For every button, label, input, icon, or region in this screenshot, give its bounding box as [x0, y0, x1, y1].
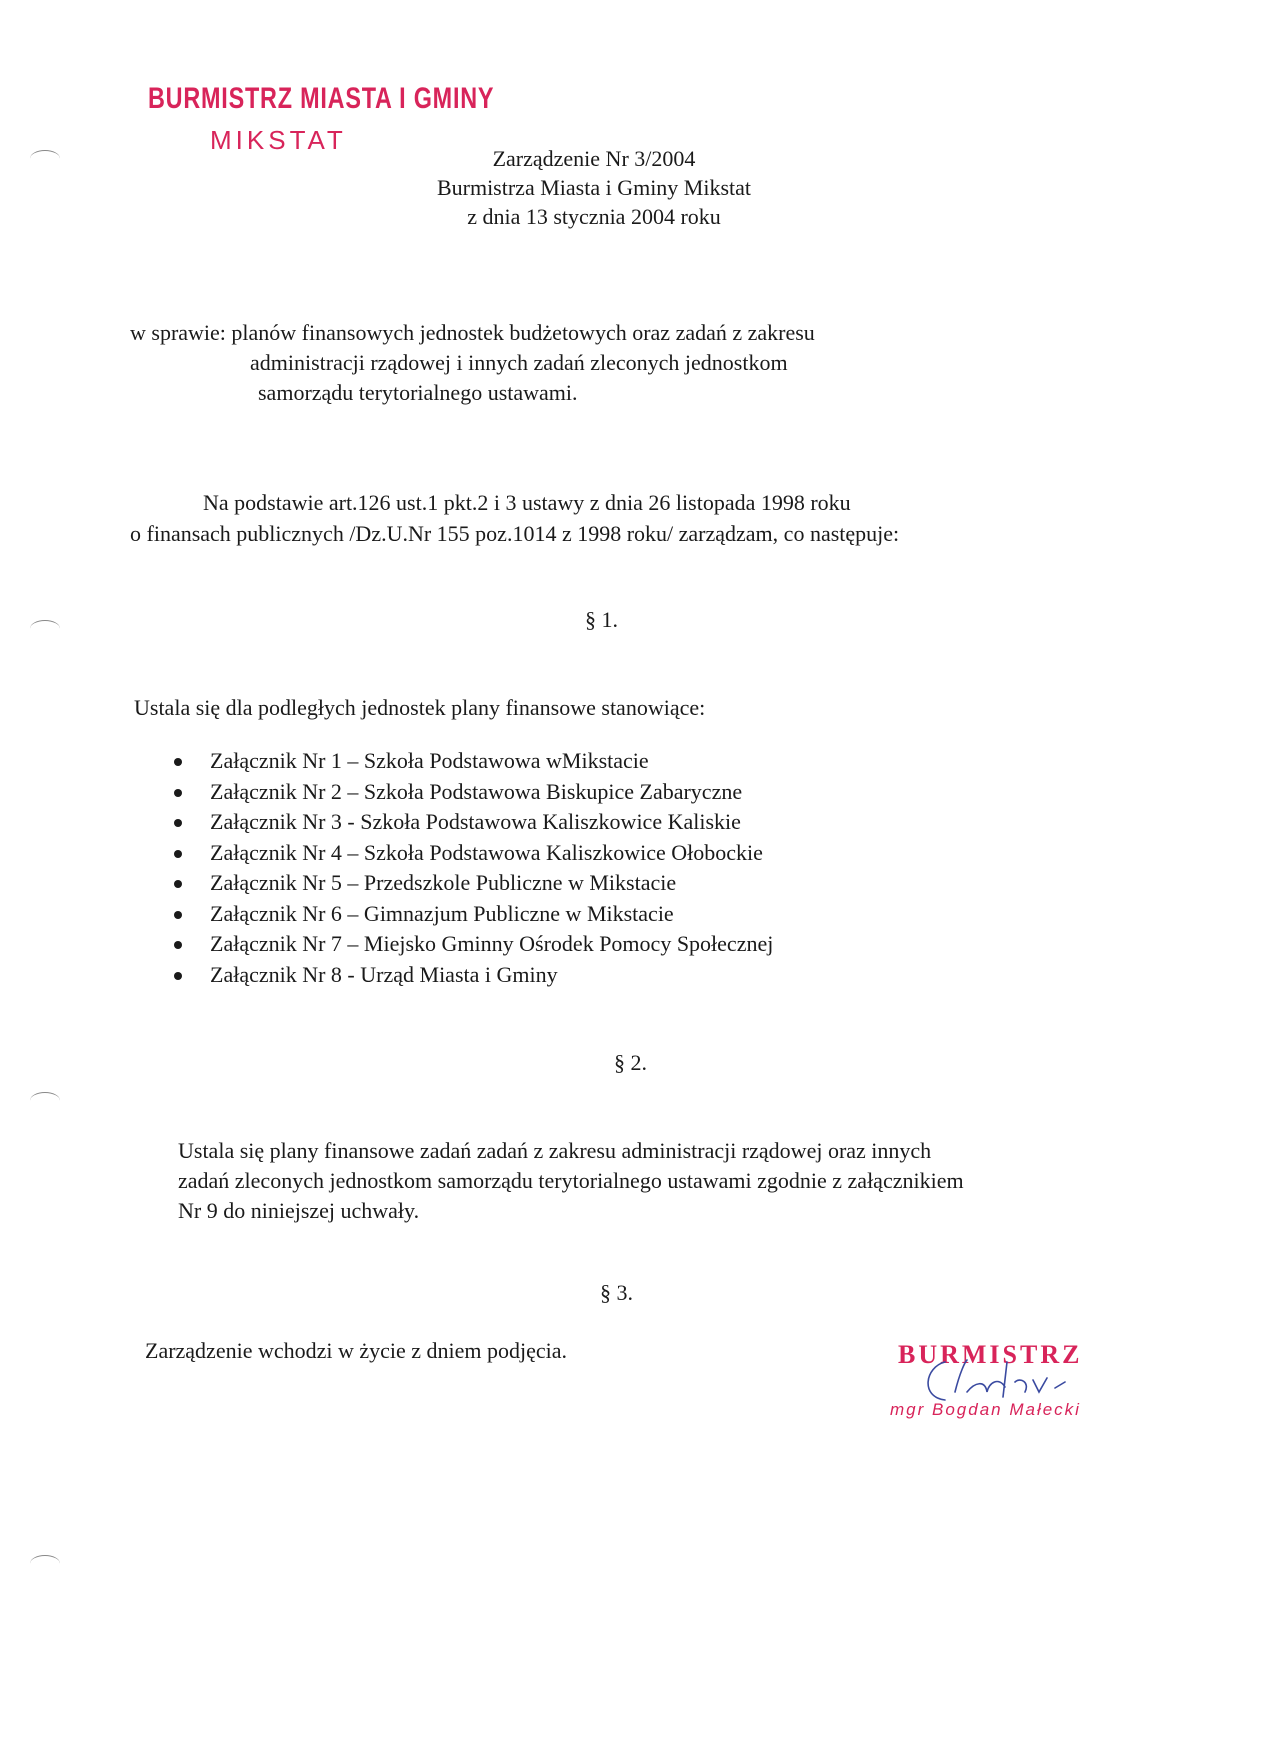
- section3-heading: § 3.: [600, 1280, 633, 1305]
- section2-heading: § 2.: [614, 1050, 647, 1075]
- section3-text: Zarządzenie wchodzi w życie z dniem podjęcia.: [145, 1338, 568, 1363]
- section2-line1: Ustala się plany finansowe zadań zadań z zakresu administracji rządowej oraz innych: [178, 1138, 932, 1163]
- section1-heading: § 1.: [585, 607, 618, 632]
- bullet-icon: [174, 819, 182, 827]
- bullet-icon: [174, 850, 182, 858]
- bullet-icon: [174, 880, 182, 888]
- bullet-icon: [174, 758, 182, 766]
- punch-hole-mark: [30, 1092, 60, 1109]
- title-line2: Burmistrza Miasta i Gminy Mikstat: [436, 175, 752, 200]
- list-item: Załącznik Nr 8 - Urząd Miasta i Gminy: [170, 960, 773, 991]
- subject-line1: w sprawie: planów finansowych jednostek budżetowych oraz zadań z zakresu: [130, 320, 815, 345]
- signature-stamp-name: mgr Bogdan Małecki: [890, 1400, 1081, 1419]
- list-item: Załącznik Nr 1 – Szkoła Podstawowa wMikstacie: [170, 746, 773, 777]
- list-item: Załącznik Nr 3 - Szkoła Podstawowa Kaliszkowice Kaliskie: [170, 807, 773, 838]
- list-item: Załącznik Nr 5 – Przedszkole Publiczne w Mikstacie: [170, 868, 773, 899]
- list-item: Załącznik Nr 7 – Miejsko Gminny Ośrodek Pomocy Społecznej: [170, 929, 773, 960]
- header-stamp-line2: MIKSTAT: [210, 125, 347, 155]
- section1-intro: Ustala się dla podległych jednostek plany finansowe stanowiące:: [134, 695, 706, 720]
- list-item: Załącznik Nr 4 – Szkoła Podstawowa Kaliszkowice Ołobockie: [170, 838, 773, 869]
- section2-line3: Nr 9 do niniejszej uchwały.: [178, 1198, 420, 1223]
- punch-hole-mark: [30, 150, 60, 167]
- bullet-icon: [174, 941, 182, 949]
- header-stamp-line1: BURMISTRZ MIASTA I GMINY: [148, 82, 495, 115]
- attachments-list: [170, 746, 773, 990]
- punch-hole-mark: [30, 1555, 60, 1572]
- title-line1: Zarządzenie Nr 3/2004: [492, 146, 696, 171]
- title-line3: z dnia 13 stycznia 2004 roku: [467, 204, 721, 229]
- basis-line1: Na podstawie art.126 ust.1 pkt.2 i 3 ustawy z dnia 26 listopada 1998 roku: [203, 490, 851, 515]
- basis-line2: o finansach publicznych /Dz.U.Nr 155 poz.1014 z 1998 roku/ zarządzam, co następuje:: [130, 521, 900, 546]
- signature-stamp-title: BURMISTRZ: [898, 1340, 1083, 1369]
- bullet-icon: [174, 972, 182, 980]
- punch-hole-mark: [30, 620, 60, 637]
- subject-line3: samorządu terytorialnego ustawami.: [258, 380, 578, 405]
- list-item: Załącznik Nr 2 – Szkoła Podstawowa Biskupice Zabaryczne: [170, 777, 773, 808]
- bullet-icon: [174, 911, 182, 919]
- section2-line2: zadań zleconych jednostkom samorządu terytorialnego ustawami zgodnie z załącznikiem: [178, 1168, 964, 1193]
- subject-line2: administracji rządowej i innych zadań zleconych jednostkom: [250, 350, 788, 375]
- bullet-icon: [174, 789, 182, 797]
- list-item: Załącznik Nr 6 – Gimnazjum Publiczne w Mikstacie: [170, 899, 773, 930]
